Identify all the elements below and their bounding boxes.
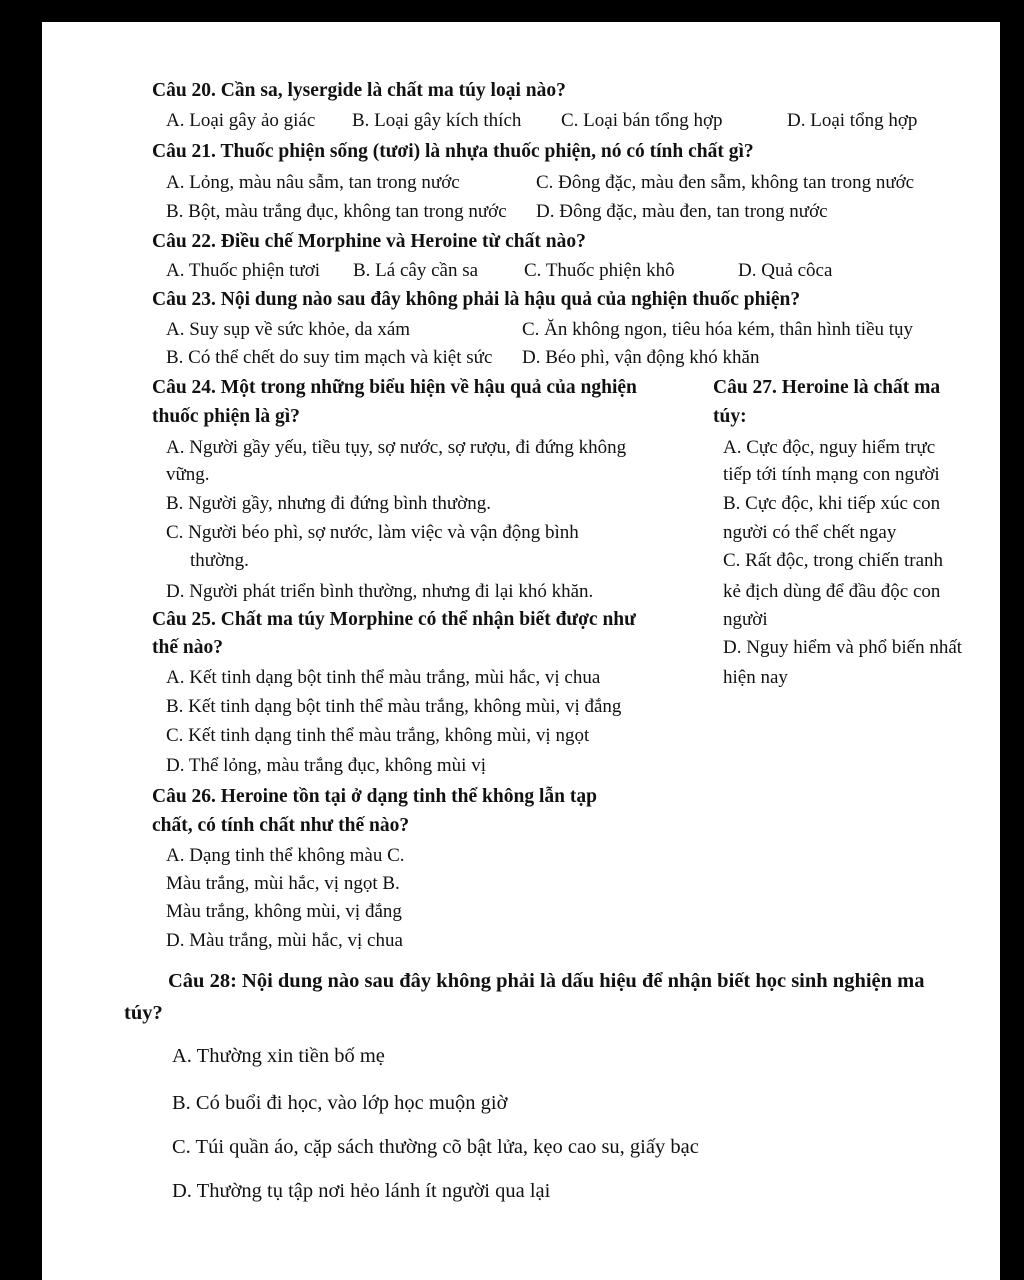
question-27-title-line-1: Câu 27. Heroine là chất ma [713,377,941,398]
question-26-line: A. Dạng tinh thể không màu C. [166,845,405,866]
question-27-line: A. Cực độc, nguy hiểm trực [723,437,936,458]
question-20-option-d: D. Loại tổng hợp [787,110,918,131]
question-20-option-b: B. Loại gây kích thích [352,110,522,131]
question-27-line: hiện nay [723,667,788,688]
question-28-option-a: A. Thường xin tiền bố mẹ [172,1045,385,1067]
question-20-option-c: C. Loại bán tổng hợp [561,110,723,131]
question-22-option-b: B. Lá cây cần sa [353,260,479,281]
question-27-line: kẻ địch dùng để đầu độc con [723,581,941,602]
question-28-option-b: B. Có buổi đi học, vào lớp học muộn giờ [172,1092,508,1114]
question-20-title: Câu 20. Cần sa, lysergide là chất ma túy loại nào? [152,80,566,101]
question-24-line: thường. [190,550,249,571]
question-25-option-b: B. Kết tinh dạng bột tinh thể màu trắng, không mùi, vị đắng [166,696,622,717]
question-22-option-d: D. Quả côca [738,260,833,281]
question-28-title-line-2: túy? [124,1002,163,1024]
question-24-title-line-2: thuốc phiện là gì? [152,406,300,427]
question-28-option-c: C. Túi quần áo, cặp sách thường cõ bật lửa, kẹo cao su, giấy bạc [172,1136,699,1158]
question-25-option-d: D. Thể lỏng, màu trắng đục, không mùi vị [166,755,486,776]
question-22-title: Câu 22. Điều chế Morphine và Heroine từ chất nào? [152,231,586,252]
question-24-line: vững. [166,464,210,485]
question-28-title-line-1: Câu 28: Nội dung nào sau đây không phải là dấu hiệu để nhận biết học sinh nghiện ma [168,970,925,992]
question-26-line: Màu trắng, mùi hắc, vị ngọt B. [166,873,400,894]
question-24-title-line-1: Câu 24. Một trong những biểu hiện về hậu quả của nghiện [152,377,637,398]
question-24-line: B. Người gầy, nhưng đi đứng bình thường. [166,493,491,514]
question-21-option-b: B. Bột, màu trắng đục, không tan trong nước [166,201,507,222]
question-23-option-a: A. Suy sụp về sức khỏe, da xám [166,319,411,340]
question-27-line: người [723,609,768,630]
question-21-title: Câu 21. Thuốc phiện sống (tươi) là nhựa thuốc phiện, nó có tính chất gì? [152,141,754,162]
question-25-option-a: A. Kết tinh dạng bột tinh thể màu trắng, mùi hắc, vị chua [166,667,601,688]
question-28-option-d: D. Thường tụ tập nơi hẻo lánh ít người qua lại [172,1180,551,1202]
question-24-line: A. Người gầy yếu, tiều tụy, sợ nước, sợ rượu, đi đứng không [166,437,627,458]
question-26-line: Màu trắng, không mùi, vị đắng [166,901,402,922]
question-26-title-line-1: Câu 26. Heroine tồn tại ở dạng tinh thể không lẫn tạp [152,786,597,807]
question-26-line: D. Màu trắng, mùi hắc, vị chua [166,930,403,951]
question-23-option-b: B. Có thể chết do suy tim mạch và kiệt sức [166,347,493,368]
question-27-line: B. Cực độc, khi tiếp xúc con [723,493,941,514]
question-27-line: C. Rất độc, trong chiến tranh [723,550,944,571]
question-21-option-d: D. Đông đặc, màu đen, tan trong nước [536,201,828,222]
question-23-title: Câu 23. Nội dung nào sau đây không phải là hậu quả của nghiện thuốc phiện? [152,289,801,310]
question-23-option-d: D. Béo phì, vận động khó khăn [522,347,760,368]
question-21-option-c: C. Đông đặc, màu đen sẫm, không tan trong nước [536,172,915,193]
question-27-line: người có thể chết ngay [723,522,897,543]
question-27-line: tiếp tới tính mạng con người [723,464,940,485]
question-20-option-a: A. Loại gây ảo giác [166,110,316,131]
question-24-line: C. Người béo phì, sợ nước, làm việc và vận động bình [166,522,579,543]
question-23-option-c: C. Ăn không ngon, tiêu hóa kém, thân hình tiều tụy [522,319,914,340]
question-26-title-line-2: chất, có tính chất như thế nào? [152,815,410,836]
question-22-option-c: C. Thuốc phiện khô [524,260,675,281]
question-21-option-a: A. Lỏng, màu nâu sẫm, tan trong nước [166,172,460,193]
question-25-title-line-1: Câu 25. Chất ma túy Morphine có thể nhận biết được như [152,609,636,630]
question-27-title-line-2: túy: [713,406,747,427]
question-22-option-a: A. Thuốc phiện tươi [166,260,321,281]
question-25-option-c: C. Kết tinh dạng tinh thể màu trắng, không mùi, vị ngọt [166,725,590,746]
question-27-line: D. Nguy hiểm và phổ biến nhất [723,637,963,658]
question-24-line: D. Người phát triển bình thường, nhưng đi lại khó khăn. [166,581,594,602]
question-25-title-line-2: thế nào? [152,637,223,658]
